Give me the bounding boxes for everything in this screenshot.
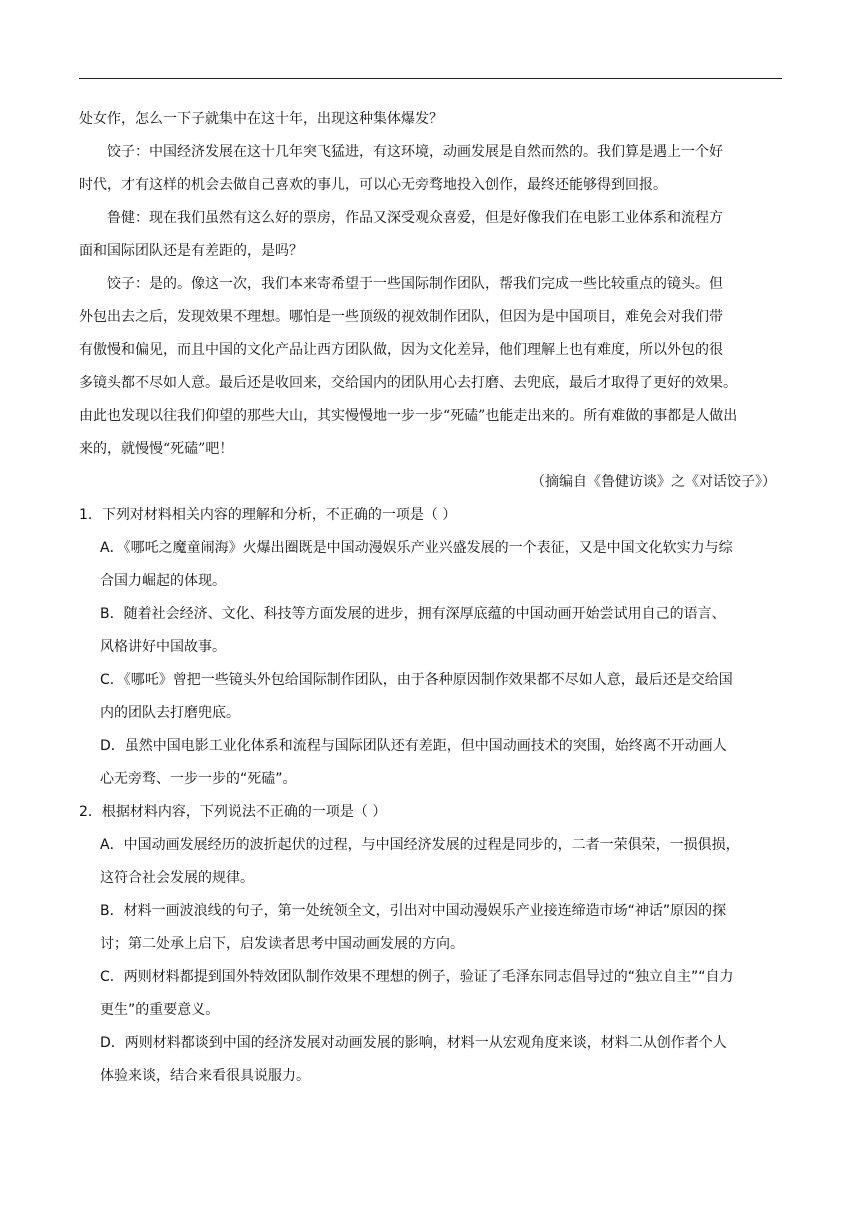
- source-citation: （摘编自《鲁健访谈》之《对话饺子》）: [531, 474, 776, 490]
- page-content: [79, 103, 782, 1093]
- header-rule: [79, 78, 782, 79]
- passage-line: 面和国际团队还是有差距的，是吗？: [79, 243, 303, 259]
- q2-option-b-cont: 讨；第二处承上启下，启发读者思考中国动画发展的方向。: [100, 936, 464, 952]
- q1-option-c: C．《哪吒》曾把一些镜头外包给国际制作团队，由于各种原因制作效果都不尽如人意，最后还是交给国: [100, 672, 733, 688]
- q1-option-c-cont: 内的团队去打磨兜底。: [100, 705, 240, 721]
- q1-option-d-cont: 心无旁骛、一步一步的“死磕”。: [100, 771, 297, 787]
- passage-line: 饺子：中国经济发展在这十几年突飞猛进，有这环境，动画发展是自然而然的。我们算是遇上一个好: [107, 144, 723, 160]
- question-2-stem: 2．根据材料内容，下列说法不正确的一项是（ ）: [79, 804, 387, 820]
- q1-option-a: A．《哪吒之魔童闹海》火爆出圈既是中国动漫娱乐产业兴盛发展的一个表征，又是中国文化软实力与综: [100, 540, 733, 556]
- q1-option-b: B．随着社会经济、文化、科技等方面发展的进步，拥有深厚底蕴的中国动画开始尝试用自己的语言、: [100, 606, 726, 622]
- q2-option-d: D．两则材料都谈到中国的经济发展对动画发展的影响，材料一从宏观角度来谈，材料二从创作者个人: [100, 1035, 727, 1051]
- q2-option-a-cont: 这符合社会发展的规律。: [100, 870, 254, 886]
- passage-line: 时代，才有这样的机会去做自己喜欢的事儿，可以心无旁骛地投入创作，最终还能够得到回报。: [79, 177, 667, 193]
- q2-option-d-cont: 体验来谈，结合来看很具说服力。: [100, 1068, 310, 1084]
- passage-line: 处女作，怎么一下子就集中在这十年，出现这种集体爆发？: [79, 111, 443, 127]
- q1-option-a-cont: 合国力崛起的体现。: [100, 573, 226, 589]
- passage-line: 外包出去之后，发现效果不理想。哪怕是一些顶级的视效制作团队，但因为是中国项目，难免会对我们带: [79, 309, 723, 325]
- q2-option-b: B．材料一画波浪线的句子，第一处统领全文，引出对中国动漫娱乐产业接连缔造市场“神话”原因的探: [100, 903, 727, 919]
- passage-line: 饺子：是的。像这一次，我们本来寄希望于一些国际制作团队，帮我们完成一些比较重点的镜头。但: [107, 276, 723, 292]
- q2-option-a: A．中国动画发展经历的波折起伏的过程，与中国经济发展的过程是同步的，二者一荣俱荣，一损俱损，: [100, 837, 740, 853]
- passage-line: 多镜头都不尽如人意。最后还是收回来，交给国内的团队用心去打磨、去兜底，最后才取得了更好的效果。: [79, 375, 737, 391]
- q1-option-d: D．虽然中国电影工业化体系和流程与国际团队还有差距，但中国动画技术的突围，始终离不开动画人: [100, 738, 727, 754]
- passage-line: 由此也发现以往我们仰望的那些大山，其实慢慢地一步一步“死磕”也能走出来的。所有难做的事都是人做出: [79, 408, 738, 424]
- passage-line: 来的，就慢慢“死磕”吧！: [79, 441, 234, 457]
- q2-option-c: C．两则材料都提到国外特效团队制作效果不理想的例子，验证了毛泽东同志倡导过的“独立自主”“自力: [100, 969, 734, 985]
- q1-option-b-cont: 风格讲好中国故事。: [100, 639, 226, 655]
- question-1-stem: 1．下列对材料相关内容的理解和分析，不正确的一项是（ ）: [79, 507, 457, 523]
- q2-option-c-cont: 更生”的重要意义。: [100, 1002, 220, 1018]
- passage-line: 鲁健：现在我们虽然有这么好的票房，作品又深受观众喜爱，但是好像我们在电影工业体系和流程方: [107, 210, 723, 226]
- passage-line: 有傲慢和偏见，而且中国的文化产品让西方团队做，因为文化差异，他们理解上也有难度，所以外包的很: [79, 342, 723, 358]
